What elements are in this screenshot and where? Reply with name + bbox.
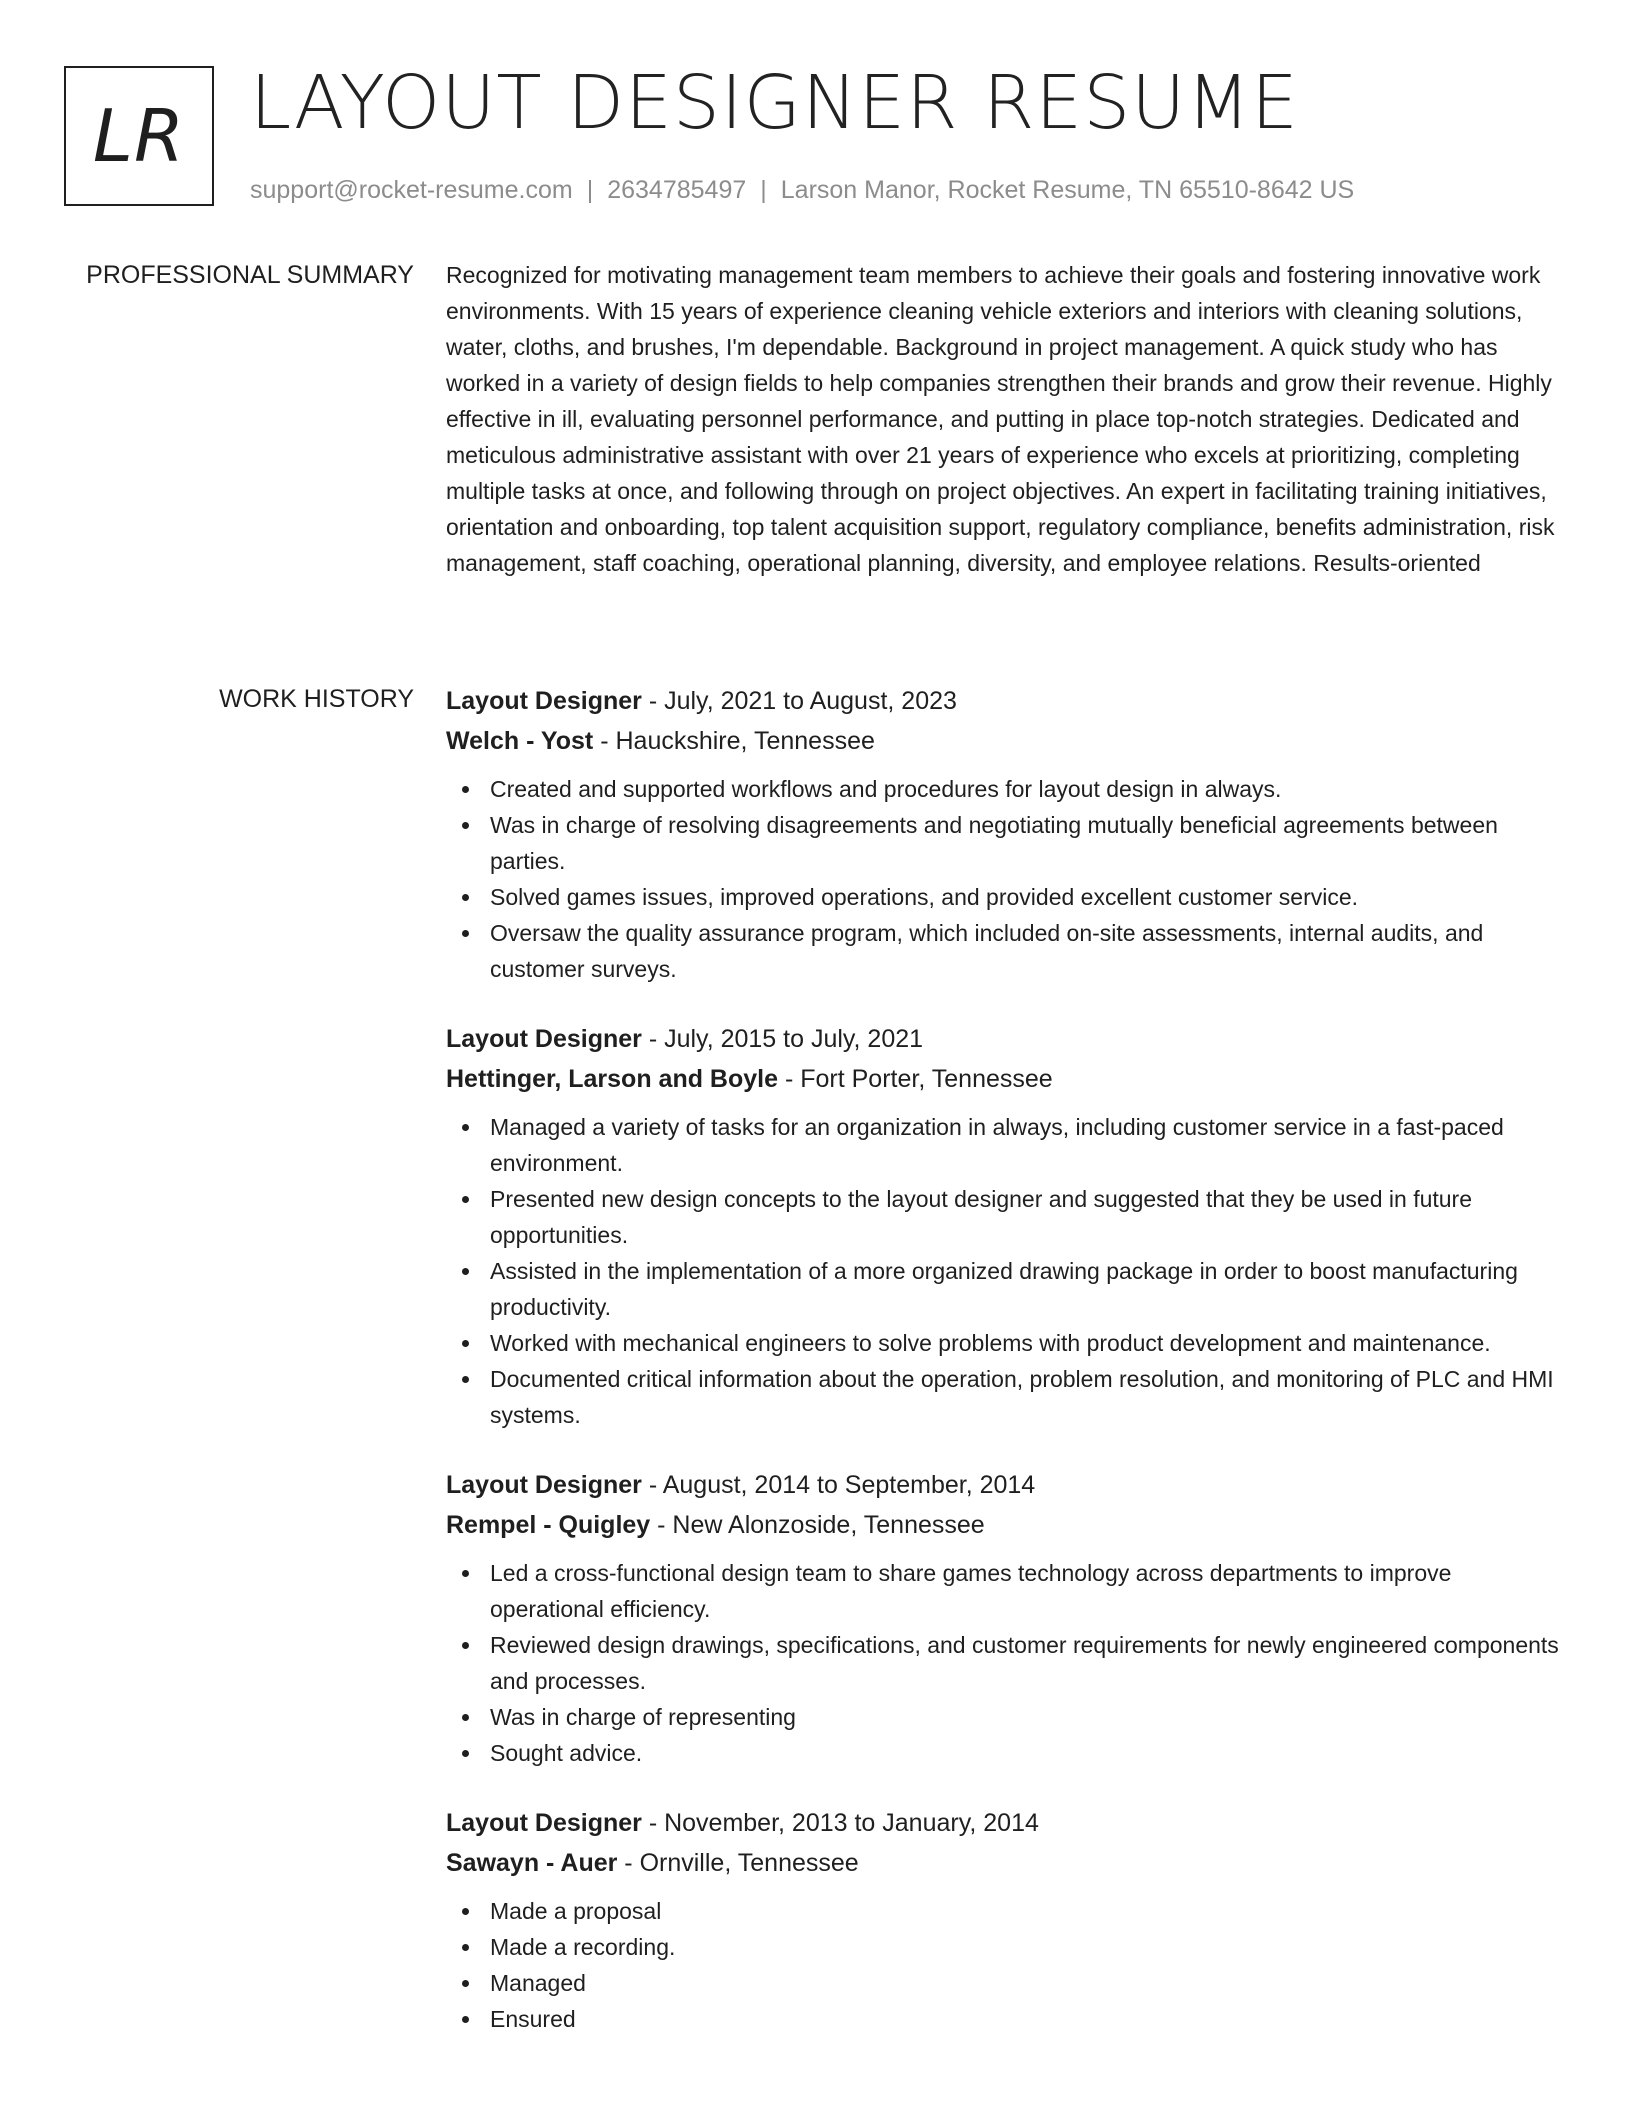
bullet-dot-icon [462,1980,469,1987]
job-bullet-text: Oversaw the quality assurance program, which included on-site assessments, internal audits, and customer surveys. [490,920,1484,982]
job-title-line [446,1465,1562,1505]
bullet-dot-icon [462,1714,469,1721]
contact-line [250,172,1354,208]
summary-text: Recognized for motivating management team members to achieve their goals and fostering innovative work environments. With 15 years of experience cleaning vehicle exteriors and interiors with cleaning solutions, water, cloths, and brushes, I'm dependable. Background in project management. A quick study who has worked in a variety of design fields to help companies strengthen their brands and grow their revenue. Highly effective in ill, evaluating personnel performance, and putting in place top-notch strategies. Dedicated and meticulous administrative assistant with over 21 years of experience who excels at prioritizing, completing multiple tasks at once, and following through on project objectives. An expert in facilitating training initiatives, orientation and onboarding, top talent acquisition support, regulatory compliance, benefits administration, risk management, staff coaching, operational planning, diversity, and employee relations. Results-oriented [446,262,1555,576]
job-title: Layout Designer [446,687,642,715]
contact-email: support@rocket-resume.com [250,176,573,204]
bullet-dot-icon [462,1124,469,1131]
job-bullet-text: Managed [490,1970,586,1996]
job-bullet-text: Made a recording. [490,1934,676,1960]
job-bullet-list [446,1109,1562,1433]
job-bullet-text: Sought advice. [490,1740,643,1766]
job-location: - Ornville, Tennessee [617,1849,859,1877]
job-bullet [446,807,1562,879]
job-bullet-list [446,771,1562,987]
job-company-line [446,1059,1562,1099]
job-bullet [446,1627,1562,1699]
job-bullet-text: Presented new design concepts to the layout designer and suggested that they be used in future opportunities. [490,1186,1473,1248]
job-bullet [446,1699,1562,1735]
contact-separator: | [760,176,767,204]
job-title: Layout Designer [446,1471,642,1499]
job-bullet [446,771,1562,807]
contact-address: Larson Manor, Rocket Resume, TN 65510-8642 US [780,176,1355,204]
work-history-list [446,681,1562,2069]
job-bullet-text: Managed a variety of tasks for an organization in always, including customer service in a fast-paced environment. [490,1114,1504,1176]
job-bullet [446,1325,1562,1361]
job-bullet-text: Was in charge of resolving disagreements and negotiating mutually beneficial agreements between parties. [490,812,1498,874]
job-title: Layout Designer [446,1809,642,1837]
job-company-line [446,721,1562,761]
job-company: Welch - Yost [446,727,594,755]
monogram-initials: LR [92,94,186,178]
job-bullet-text: Made a proposal [490,1898,662,1924]
job-bullet-text: Ensured [490,2006,576,2032]
contact-separator: | [586,176,594,204]
job-bullet-text: Assisted in the implementation of a more organized drawing package in order to boost manufacturing productivity. [490,1258,1518,1320]
job-company: Rempel - Quigley [446,1511,651,1539]
bullet-dot-icon [462,894,469,901]
job-bullet-text: Created and supported workflows and procedures for layout design in always. [490,776,1282,802]
job-bullet [446,879,1562,915]
bullet-dot-icon [462,930,469,937]
job-bullet [446,1109,1562,1181]
job-title-line [446,1803,1562,1843]
bullet-dot-icon [462,1570,469,1577]
job-bullet-text: Worked with mechanical engineers to solve problems with product development and maintenance. [490,1330,1491,1356]
job-bullet-list [446,1555,1562,1771]
summary-section-label: PROFESSIONAL SUMMARY [86,261,414,289]
work-history-section-label: WORK HISTORY [219,685,414,713]
bullet-dot-icon [462,2016,469,2023]
bullet-dot-icon [462,822,469,829]
job-location: - New Alonzoside, Tennessee [650,1511,985,1539]
bullet-dot-icon [462,1196,469,1203]
job-location: - Hauckshire, Tennessee [593,727,875,755]
job-bullet-list [446,1893,1562,2037]
job-bullet [446,1555,1562,1627]
job-bullet [446,1253,1562,1325]
job-bullet-text: Reviewed design drawings, specifications, and customer requirements for newly engineered components and processes. [490,1632,1559,1694]
job-title-line [446,1019,1562,1059]
job-company: Hettinger, Larson and Boyle [446,1065,779,1093]
job-entry [446,681,1562,987]
job-bullet [446,2001,1562,2037]
monogram-badge [64,66,214,206]
job-title-line [446,681,1562,721]
bullet-dot-icon [462,1944,469,1951]
job-dates: - July, 2021 to August, 2023 [641,687,957,715]
bullet-dot-icon [462,1908,469,1915]
bullet-dot-icon [462,786,469,793]
job-bullet [446,1181,1562,1253]
resume-title: LAYOUT DESIGNER RESUME [250,60,1299,146]
job-location: - Fort Porter, Tennessee [778,1065,1053,1093]
bullet-dot-icon [462,1642,469,1649]
bullet-dot-icon [462,1750,469,1757]
job-bullet [446,1929,1562,1965]
job-entry [446,1019,1562,1433]
job-dates: - July, 2015 to July, 2021 [641,1025,924,1053]
job-dates: - November, 2013 to January, 2014 [641,1809,1039,1837]
job-title: Layout Designer [446,1025,642,1053]
job-entry [446,1465,1562,1771]
job-bullet [446,1361,1562,1433]
job-bullet [446,1965,1562,2001]
job-company-line [446,1843,1562,1883]
job-bullet [446,1735,1562,1771]
job-bullet [446,915,1562,987]
job-entry [446,1803,1562,2037]
bullet-dot-icon [462,1340,469,1347]
bullet-dot-icon [462,1268,469,1275]
job-bullet-text: Documented critical information about the operation, problem resolution, and monitoring of PLC and HMI systems. [490,1366,1554,1428]
job-bullet-text: Solved games issues, improved operations, and provided excellent customer service. [490,884,1359,910]
job-company-line [446,1505,1562,1545]
bullet-dot-icon [462,1376,469,1383]
job-dates: - August, 2014 to September, 2014 [641,1471,1036,1499]
job-bullet-text: Led a cross-functional design team to share games technology across departments to improve operational efficiency. [490,1560,1452,1622]
summary-body [446,257,1562,581]
job-bullet [446,1893,1562,1929]
job-bullet-text: Was in charge of representing [490,1704,796,1730]
job-company: Sawayn - Auer [446,1849,618,1877]
contact-phone: 2634785497 [607,176,747,204]
